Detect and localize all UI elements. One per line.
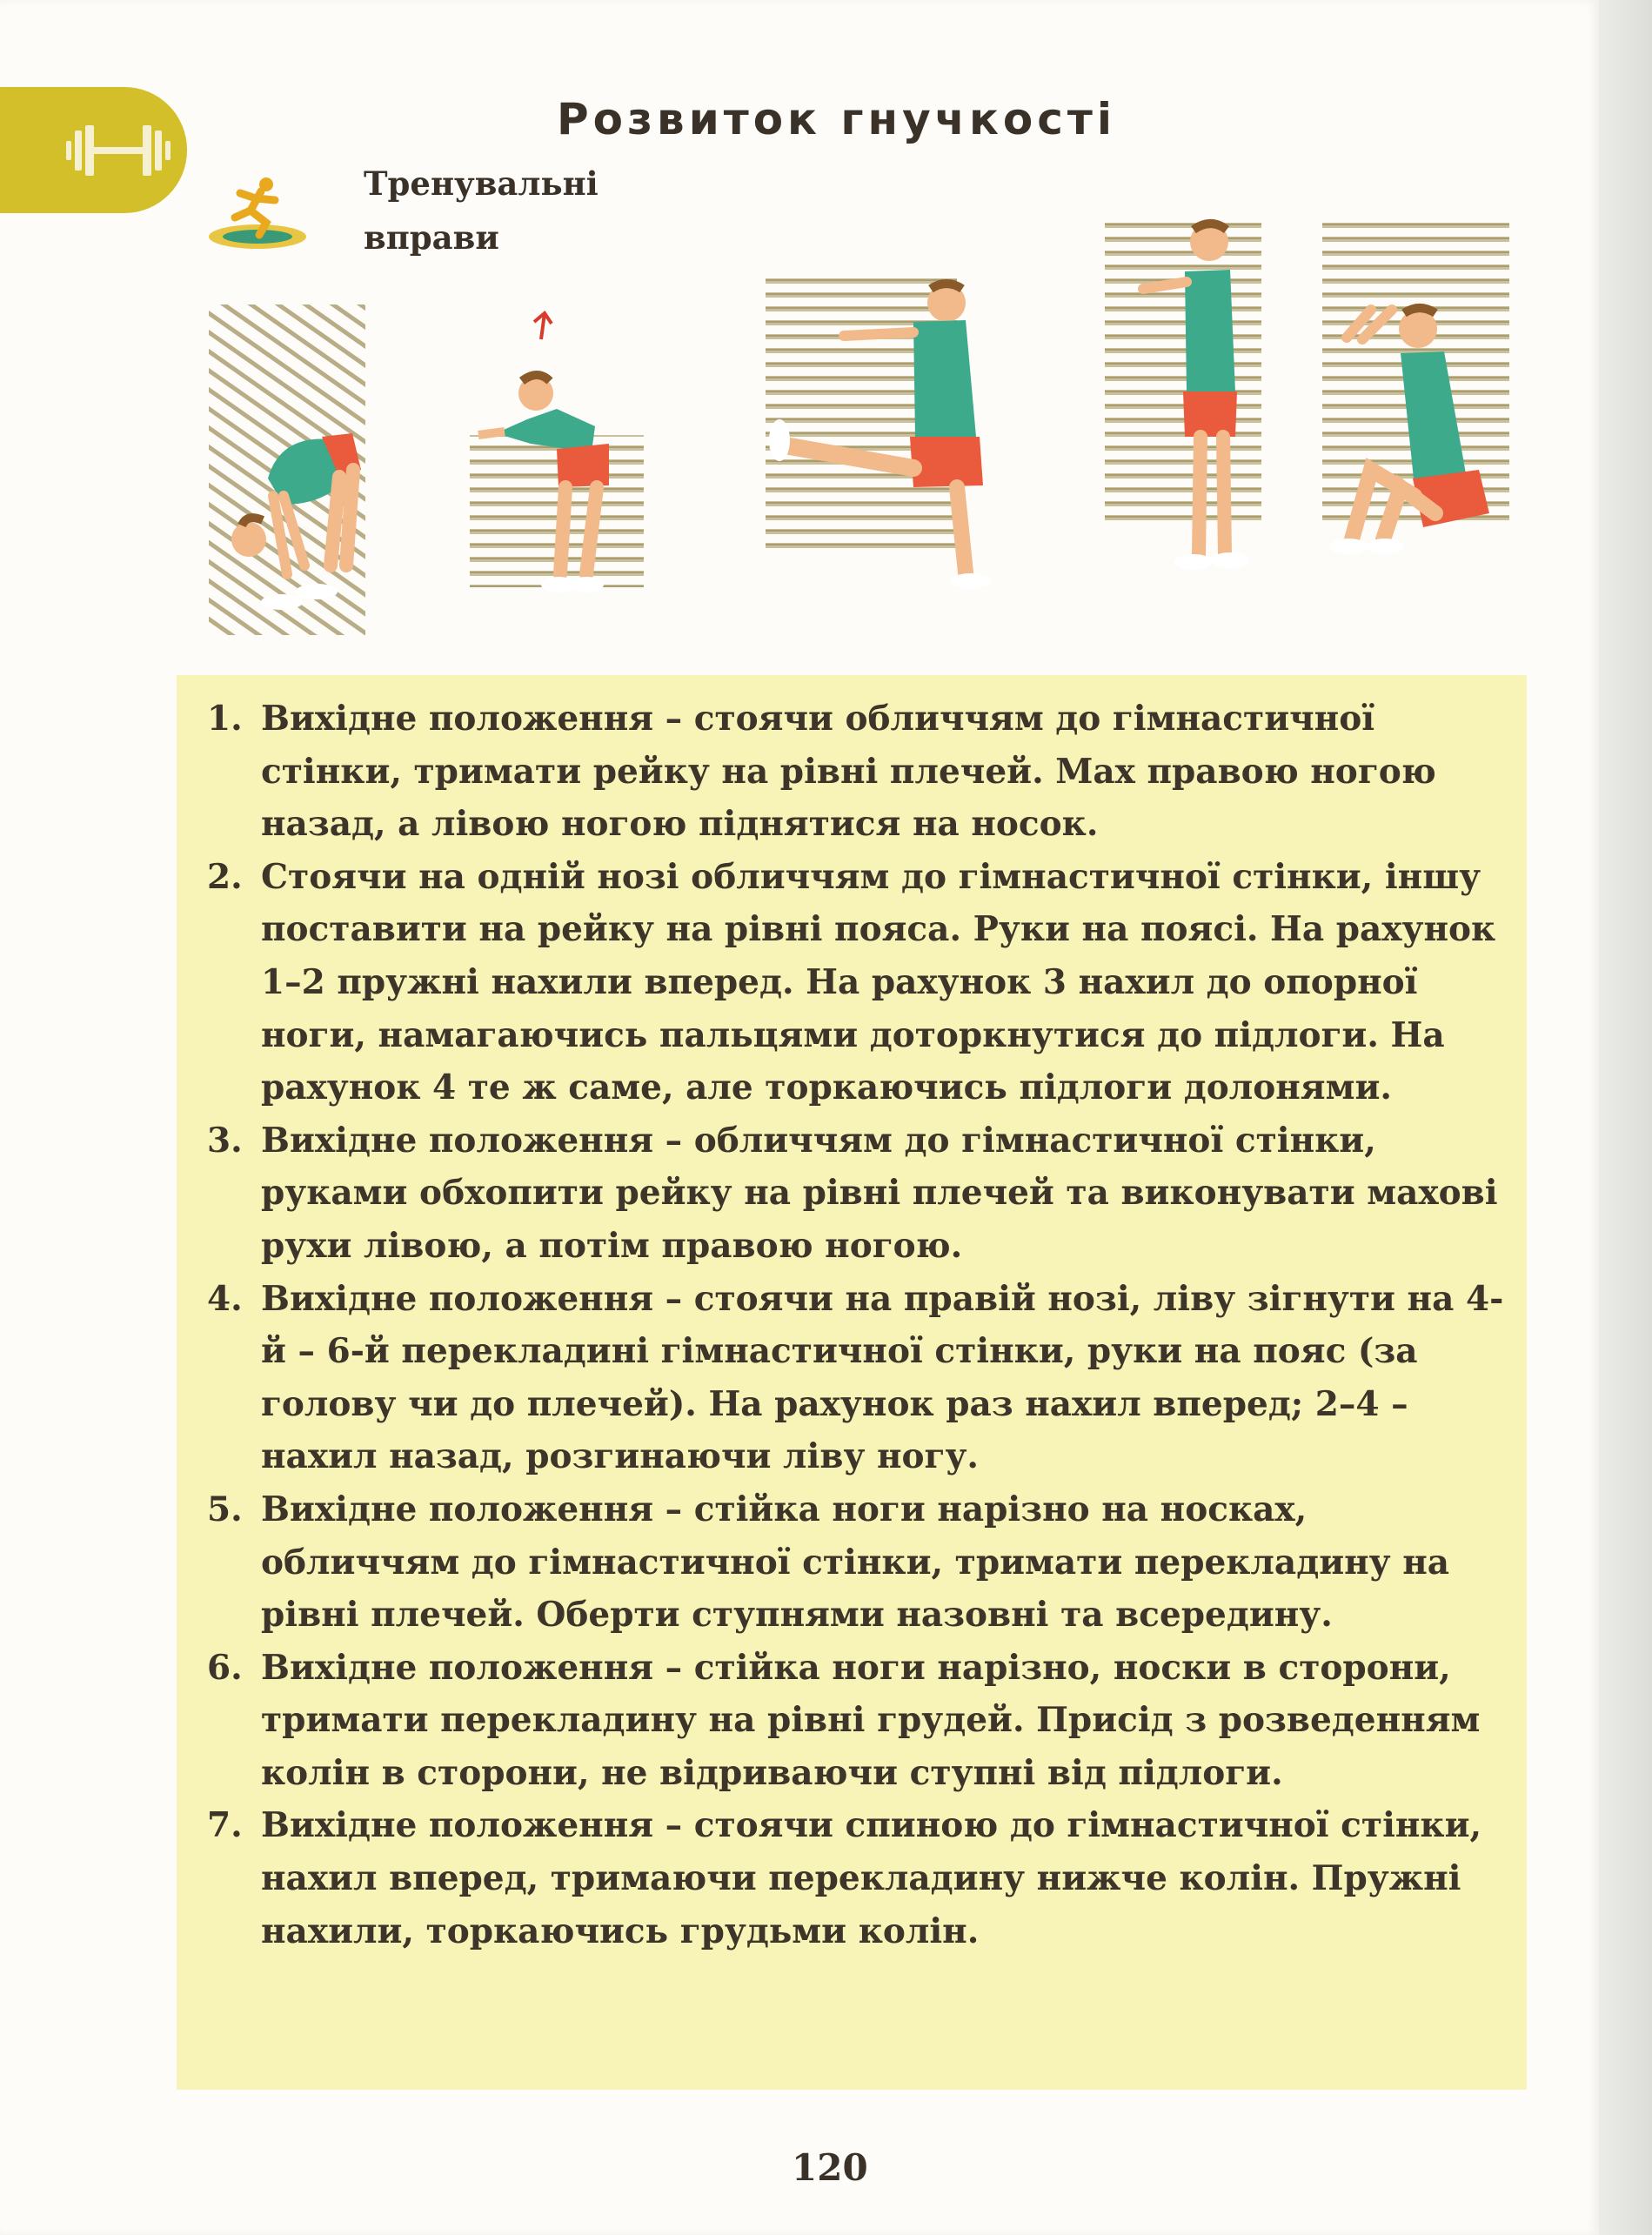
exercise-number: 4. — [207, 1278, 243, 1319]
subtitle-line: вправи — [364, 218, 499, 257]
exercise-text: Вихідне положення – стоячи спиною до гімнастичної стінки, нахил вперед, тримаючи перекладину нижче колін. Пружні нахили, торкаючись грудьми колін. — [261, 1805, 1482, 1951]
exercise-text: Вихідне положення – обличчям до гімнастичної стінки, руками обхопити рейку на рівні плечей та виконувати махові рухи лівою, а потім правою ногою. — [261, 1120, 1498, 1266]
page-edge — [1599, 0, 1652, 2235]
exercise-item — [207, 851, 1512, 1114]
exercise-list — [207, 693, 1512, 1957]
exercise-text-box — [177, 675, 1527, 2090]
exercise-text: Вихідне положення – стоячи обличчям до гімнастичної стінки, тримати рейку на рівні плечей. Мах правою ногою назад, а лівою ногою піднятися на носок. — [261, 699, 1436, 845]
dumbbell-icon — [63, 120, 174, 181]
exercise-number: 7. — [207, 1805, 243, 1846]
subtitle-line: Тренувальні — [364, 164, 599, 203]
exercise-item — [207, 1273, 1512, 1483]
exercise-number: 3. — [207, 1120, 243, 1161]
exercise-text: Вихідне положення – стійка ноги нарізно, носки в сторони, тримати перекладину на рівні грудей. Присід з розведенням колін в сторони, не відриваючи ступні від підлоги. — [261, 1647, 1481, 1793]
exercise-number: 1. — [207, 699, 243, 739]
page-number: 120 — [792, 2146, 868, 2189]
exercise-number: 2. — [207, 856, 243, 897]
exercise-number: 6. — [207, 1647, 243, 1688]
exercise-item — [207, 1483, 1512, 1642]
exercise-item — [207, 693, 1512, 851]
page-title: Розвиток гнучкості — [557, 94, 1117, 144]
exercise-item — [207, 1799, 1512, 1957]
stretch-figure-2 — [470, 313, 644, 592]
stretch-figure-4 — [1105, 219, 1261, 570]
exercise-item — [207, 1642, 1512, 1800]
stretch-figure-5 — [1322, 222, 1509, 554]
exercise-number: 5. — [207, 1489, 243, 1529]
exercise-text: Вихідне положення – стійка ноги нарізно на носках, обличчям до гімнастичної стінки, тримати перекладину на рівні плечей. Оберти ступнями назовні та всередину. — [261, 1489, 1450, 1636]
stretch-figure-3 — [766, 270, 992, 589]
exercise-item — [207, 1114, 1512, 1273]
exercise-text: Стоячи на одній нозі обличчям до гімнастичної стінки, іншу поставити на рейку на рівні пояса. Руки на поясі. На рахунок 1–2 пружні нахили вперед. На рахунок 3 нахил до опорної ноги, намагаючись пальцями доторкнутися до підлоги. На рахунок 4 те ж саме, але торкаючись підлоги долонями. — [261, 856, 1496, 1108]
section-tab — [0, 87, 187, 213]
exercise-illustrations — [200, 209, 1522, 635]
exercise-text: Вихідне положення – стоячи на правій нозі, ліву зігнути на 4-й – 6-й перекладині гімнастичної стінки, руки на пояс (за голову чи до плечей). На рахунок раз нахил вперед; 2–4 – нахил назад, розгинаючи ліву ногу. — [261, 1278, 1504, 1477]
stretch-figure-1 — [209, 304, 365, 635]
